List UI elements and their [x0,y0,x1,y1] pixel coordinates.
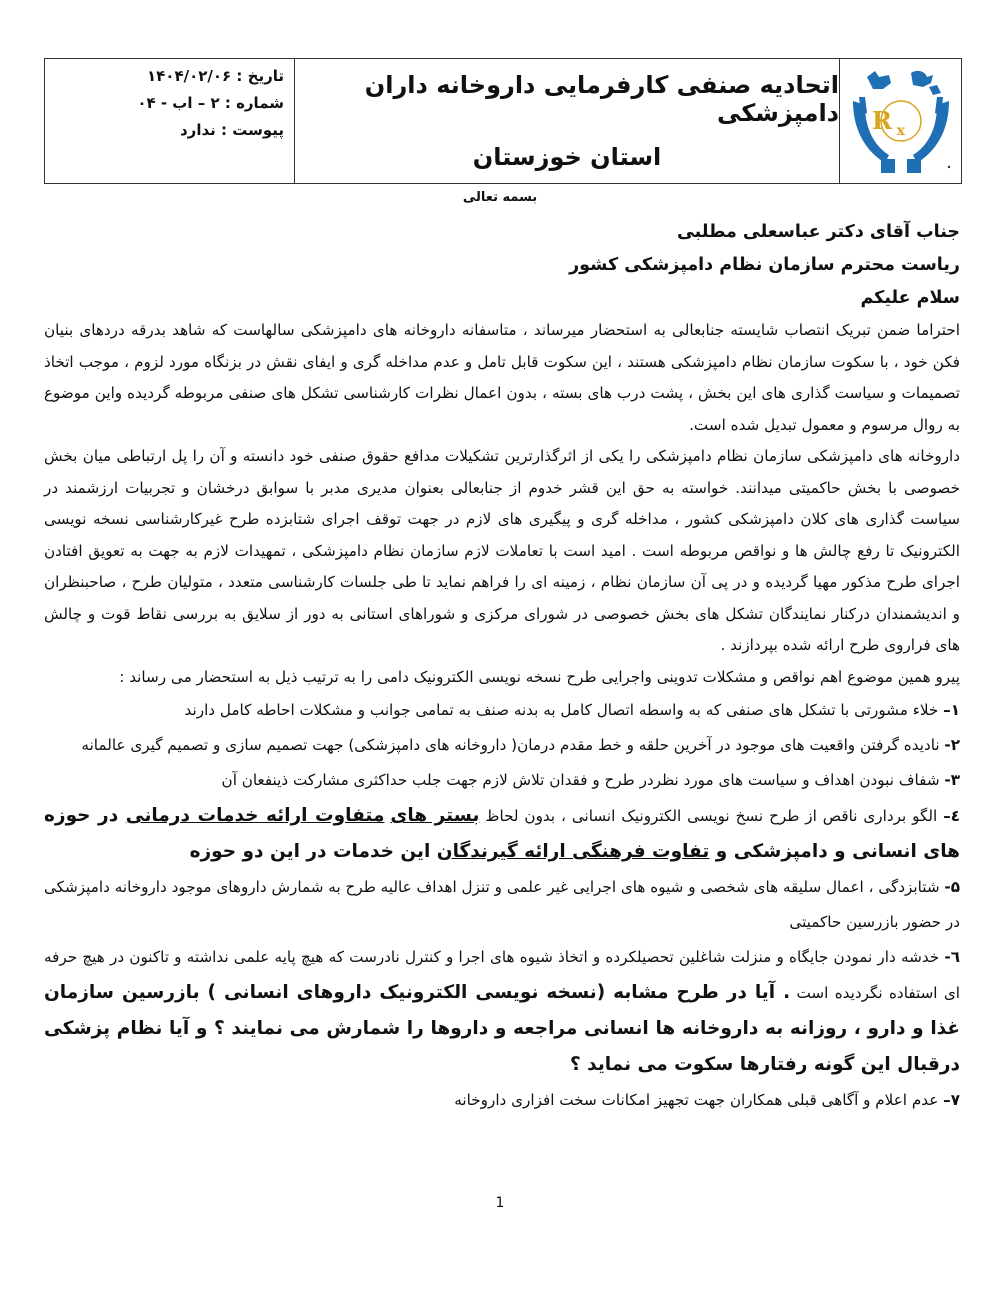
item-text: شفاف نبودن اهداف و سیاست های مورد نظردر طرح و فقدان تلاش لازم جهت جلب حداکثری مشارکت ذینفعان آن [221,771,945,789]
paragraph-2: داروخانه های دامپزشکی سازمان نظام دامپزشکی را یکی از اثرگذارترین تشکیلات مدافع حقوق صنفی خود دانسته و آن را پل ارتباطی میان بخش خصوصی با بخش حاکمیتی میدانند. خواسته به حق این قشر خدوم از جنابعالی بعنوان مدیری مدبر با سوابق درخشان و تجربیات ارزشمند در سیاست گذاری های کلان دامپزشکی کشور ، مداخله گری و پیگیری های لازم در جهت توقف اجرای شتابزده طرح غیرکارشناسی نسخه نویسی الکترونیک تا رفع چالش ها و نواقص مربوطه است . امید است با تعاملات لازم سازمان نظام دامپزشکی ، تمهیدات لازم به جهت به تعویق افتادن اجرای طرح مذکور مهیا گردیده و در پی آن سازمان نظام ، زمینه ای را فراهم نماید تا طی جلسات کارشناسی متعدد ، متولیان طرح ، صاحبنظران و اندیشمندان درکنار نمایندگان تشکل های بخش خصوصی در شورای مرکزی و شوراهای استانی به دور از سلایق به بررسی نقاط قوت و چالش های فراروی طرح ارائه شده بپردازند . [44,447,960,654]
letterhead [44,58,962,184]
item-number: ۵- [944,878,960,896]
item-number: ۲- [944,736,960,754]
item-number: ۷– [943,1091,960,1109]
addressee-title: ریاست محترم سازمان نظام دامپزشکی کشور [569,255,960,275]
logo-cell [839,59,961,183]
list-item-2 [44,728,960,763]
date-line: تاریخ : ۱۴۰۴/۰۲/۰۶ [147,67,284,85]
item-text: خلاء مشورتی با تشکل های صنفی که به واسطه اتصال کامل به بدنه صنف به تمامی جوانب و مشکلات احاطه کامل دارند [184,701,944,719]
addressee-name: جناب آقای دکتر عباسعلی مطلبی [676,222,960,242]
item-emphasis: . آیا در طرح مشابه (نسخه نویسی الکترونیک داروهای انسانی ) بازرسین سازمان غذا و دارو ، روزانه به داروخانه ها انسانی مراجعه و داروها را شمارش می نمایند ؟ و آیا نظام پزشکی درقبال این گونه رفتارها سکوت می نماید ؟ [44,982,960,1075]
paragraph-3: پیرو همین موضوع اهم نواقص و مشکلات تدوینی واجرایی طرح نسخه نویسی الکترونیک دامی را به ترتیب ذیل به استحضار می رساند : [119,667,960,686]
item-text: نادیده گرفتن واقعیت های موجود در آخرین حلقه و خط مقدم درمان( داروخانه های دامپزشکی) جهت تصمیم سازی و تصمیم گیری عالمانه [81,736,945,754]
item-number: ۳- [944,771,960,789]
number-line: شماره : ۲ – اب - ۰۴ [137,94,284,112]
org-province: استان خوزستان [472,143,662,171]
org-name: اتحادیه صنفی کارفرمایی داروخانه داران دامپزشکی [364,71,839,127]
item-emphasis: بستر های [390,805,480,826]
item-number: ٦- [944,948,960,966]
letter-body [44,216,960,1118]
attachment-line: پیوست : ندارد [179,121,284,139]
list-item-3 [44,763,960,798]
svg-text:x: x [896,123,905,139]
list-item-1 [44,693,960,728]
item-emphasis: تفاوت فرهنگی ارائه گیرندگان [436,841,710,862]
item-emphasis: در حوزه های انسانی و دامپزشکی و [44,805,960,862]
title-cell [294,59,839,183]
item-number: ٤– [943,807,961,825]
item-number: ۱– [943,701,960,719]
item-text: الگو برداری ناقص از طرح نسخ نویسی الکترونیک انسانی ، بدون لحاظ [479,807,944,825]
list-item-7 [44,1083,960,1118]
item-text: شتابزدگی ، اعمال سلیقه های شخصی و شیوه های اجرایی غیر علمی و تنزل اهداف عالیه طرح به شمارش داروهای موجود داروخانه دامپزشکی در حضور بازرسین حاکمیتی [44,878,960,931]
item-emphasis: این خدمات در این دو حوزه [189,841,437,862]
bismillah: بسمه تعالی [462,190,538,205]
list-item-4 [44,798,960,870]
item-text: خدشه دار نمودن جایگاه و منزلت شاغلین تحصیلکرده و اتخاذ شیوه های اجرا و کنترل نادرست که هیچ پایه علمی نداشته و تاکنون در هیچ حرفه ای استفاده نگردیده است [44,948,961,1002]
list-item-5 [44,870,960,940]
item-emphasis: متفاوت ارائه خدمات درمانی [125,805,385,826]
rx-hands-logo-icon [845,67,957,175]
item-text: عدم اعلام و آگاهی قبلی همکاران جهت تجهیز امکانات سخت افزاری داروخانه [454,1091,944,1109]
meta-cell [45,59,294,183]
list-item-6 [44,940,960,1083]
paragraph-1: احتراما ضمن تبریک انتصاب شایسته جنابعالی به استحضار میرساند ، متاسفانه داروخانه های دامپزشکی سالهاست که شاهد بدرقه دردهای بنیان فکن خود ، با سکوت سازمان نظام دامپزشکی هستند ، این سکوت قابل تامل و عدم مداخله گری و ایفای نقش در بزنگاه مورد لزوم ، موجب اتخاذ تصمیمات و سیاست گذاری های این بخش ، پشت درب های بسته ، بدون اعمال نظرات کارشناسی تشکل های صنفی مربوطه گردیده واین موضوع به روال مرسوم و معمول تبدیل شده است. [44,321,960,434]
svg-text:R: R [871,106,892,135]
greeting: سلام علیکم [860,288,960,308]
page-number: 1 [495,1195,505,1211]
